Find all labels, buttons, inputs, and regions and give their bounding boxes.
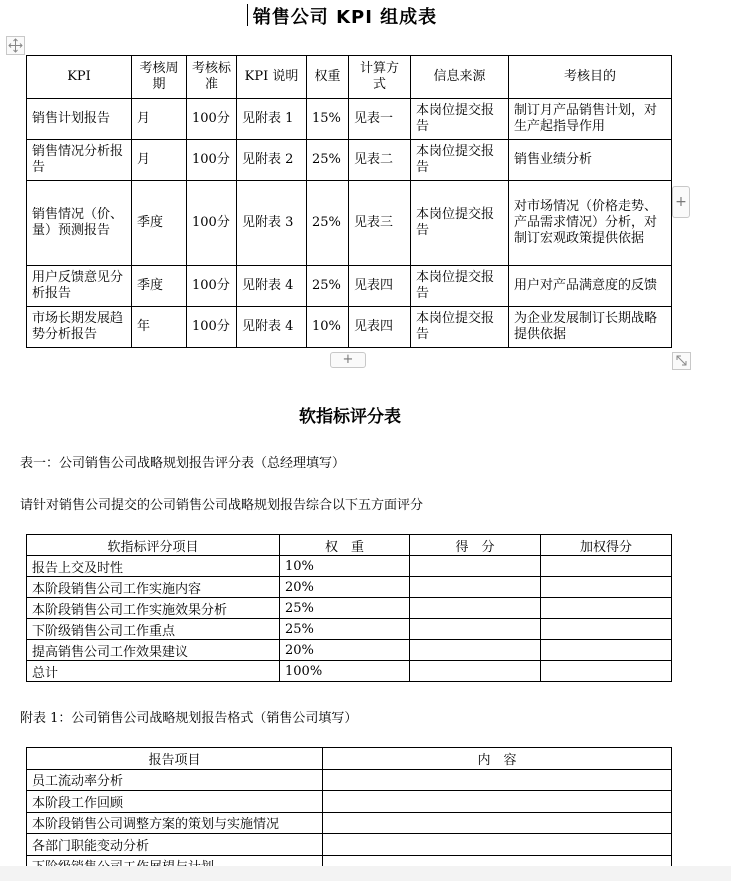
kpi-header-cell: KPI 说明 bbox=[237, 56, 307, 99]
table-move-handle[interactable] bbox=[6, 36, 25, 55]
table-row bbox=[27, 266, 672, 307]
table-row bbox=[27, 577, 672, 598]
report-content-cell[interactable] bbox=[323, 812, 672, 834]
score-weight-cell: 25% bbox=[280, 619, 410, 640]
table-row bbox=[27, 140, 672, 181]
score-weight-cell: 20% bbox=[280, 577, 410, 598]
appendix1-caption: 附表 1：公司销售公司战略规划报告格式（销售公司填写） bbox=[20, 711, 358, 726]
move-arrows-icon bbox=[7, 37, 24, 54]
standard-cell: 100分 bbox=[187, 99, 237, 140]
score-weight-cell: 25% bbox=[280, 598, 410, 619]
score-cell[interactable] bbox=[410, 661, 541, 682]
table-row bbox=[27, 99, 672, 140]
description-cell: 见附表 4 bbox=[237, 266, 307, 307]
kpi-header-cell: 考核周期 bbox=[132, 56, 187, 99]
score-table bbox=[26, 534, 672, 682]
calc-cell: 见表一 bbox=[349, 99, 411, 140]
purpose-cell: 为企业发展制订长期战略提供依据 bbox=[509, 307, 672, 348]
report-format-table bbox=[26, 747, 672, 877]
report-header-row bbox=[27, 748, 672, 770]
purpose-cell: 销售业绩分析 bbox=[509, 140, 672, 181]
weight-cell: 10% bbox=[307, 307, 349, 348]
source-cell: 本岗位提交报告 bbox=[411, 307, 509, 348]
standard-cell: 100分 bbox=[187, 181, 237, 266]
kpi-name-cell: 销售情况（价、量）预测报告 bbox=[27, 181, 132, 266]
standard-cell: 100分 bbox=[187, 266, 237, 307]
table-row bbox=[27, 834, 672, 856]
table-resize-handle[interactable] bbox=[672, 352, 691, 370]
kpi-name-cell: 销售计划报告 bbox=[27, 99, 132, 140]
plus-icon: + bbox=[675, 194, 687, 210]
weighted-score-cell[interactable] bbox=[541, 598, 672, 619]
report-item-cell: 本阶段销售公司调整方案的策划与实施情况 bbox=[27, 812, 323, 834]
source-cell: 本岗位提交报告 bbox=[411, 266, 509, 307]
report-item-cell: 员工流动率分析 bbox=[27, 769, 323, 791]
period-cell: 季度 bbox=[132, 181, 187, 266]
description-cell: 见附表 4 bbox=[237, 307, 307, 348]
score-cell[interactable] bbox=[410, 619, 541, 640]
score-item-cell: 报告上交及时性 bbox=[27, 556, 280, 577]
text-cursor bbox=[247, 4, 248, 26]
score-item-cell: 总计 bbox=[27, 661, 280, 682]
report-header-cell: 内 容 bbox=[323, 748, 672, 770]
score-weight-cell: 10% bbox=[280, 556, 410, 577]
weighted-score-cell[interactable] bbox=[541, 577, 672, 598]
score-header-cell: 软指标评分项目 bbox=[27, 535, 280, 556]
kpi-header-row bbox=[27, 56, 672, 99]
table-row bbox=[27, 556, 672, 577]
source-cell: 本岗位提交报告 bbox=[411, 140, 509, 181]
table-row bbox=[27, 619, 672, 640]
kpi-header-cell: 考核目的 bbox=[509, 56, 672, 99]
purpose-cell: 对市场情况（价格走势、产品需求情况）分析，对制订宏观政策提供依据 bbox=[509, 181, 672, 266]
report-content-cell[interactable] bbox=[323, 769, 672, 791]
table1-caption: 表一：公司销售公司战略规划报告评分表（总经理填写） bbox=[20, 456, 346, 471]
score-cell[interactable] bbox=[410, 640, 541, 661]
description-cell: 见附表 3 bbox=[237, 181, 307, 266]
plus-icon: + bbox=[342, 352, 354, 367]
report-item-cell: 本阶段工作回顾 bbox=[27, 791, 323, 813]
score-header-cell: 得 分 bbox=[410, 535, 541, 556]
table-row bbox=[27, 640, 672, 661]
calc-cell: 见表四 bbox=[349, 266, 411, 307]
kpi-name-cell: 市场长期发展趋势分析报告 bbox=[27, 307, 132, 348]
kpi-name-cell: 销售情况分析报告 bbox=[27, 140, 132, 181]
table-row bbox=[27, 307, 672, 348]
weight-cell: 25% bbox=[307, 140, 349, 181]
table1-instruction: 请针对销售公司提交的公司销售公司战略规划报告综合以下五方面评分 bbox=[20, 498, 424, 513]
standard-cell: 100分 bbox=[187, 140, 237, 181]
score-header-cell: 加权得分 bbox=[541, 535, 672, 556]
purpose-cell: 制订月产品销售计划，对生产起指导作用 bbox=[509, 99, 672, 140]
purpose-cell: 用户对产品满意度的反馈 bbox=[509, 266, 672, 307]
weight-cell: 25% bbox=[307, 181, 349, 266]
weight-cell: 15% bbox=[307, 99, 349, 140]
score-weight-cell: 20% bbox=[280, 640, 410, 661]
table-row bbox=[27, 791, 672, 813]
description-cell: 见附表 2 bbox=[237, 140, 307, 181]
weighted-score-cell[interactable] bbox=[541, 556, 672, 577]
score-cell[interactable] bbox=[410, 556, 541, 577]
source-cell: 本岗位提交报告 bbox=[411, 181, 509, 266]
score-item-cell: 本阶段销售公司工作实施内容 bbox=[27, 577, 280, 598]
period-cell: 年 bbox=[132, 307, 187, 348]
description-cell: 见附表 1 bbox=[237, 99, 307, 140]
table-row bbox=[27, 661, 672, 682]
weighted-score-cell[interactable] bbox=[541, 619, 672, 640]
table-row bbox=[27, 181, 672, 266]
diagonal-resize-icon bbox=[673, 353, 690, 369]
calc-cell: 见表四 bbox=[349, 307, 411, 348]
source-cell: 本岗位提交报告 bbox=[411, 99, 509, 140]
kpi-header-cell: 计算方式 bbox=[349, 56, 411, 99]
soft-index-title: 软指标评分表 bbox=[299, 407, 401, 427]
report-content-cell[interactable] bbox=[323, 791, 672, 813]
kpi-table bbox=[26, 55, 672, 348]
table-row bbox=[27, 812, 672, 834]
score-header-row bbox=[27, 535, 672, 556]
calc-cell: 见表三 bbox=[349, 181, 411, 266]
period-cell: 季度 bbox=[132, 266, 187, 307]
report-header-cell: 报告项目 bbox=[27, 748, 323, 770]
report-item-cell: 各部门职能变动分析 bbox=[27, 834, 323, 856]
kpi-header-cell: KPI bbox=[27, 56, 132, 99]
kpi-header-cell: 考核标准 bbox=[187, 56, 237, 99]
period-cell: 月 bbox=[132, 99, 187, 140]
weight-cell: 25% bbox=[307, 266, 349, 307]
score-item-cell: 提高销售公司工作效果建议 bbox=[27, 640, 280, 661]
weighted-score-cell[interactable] bbox=[541, 640, 672, 661]
table-row bbox=[27, 769, 672, 791]
score-weight-cell: 100% bbox=[280, 661, 410, 682]
period-cell: 月 bbox=[132, 140, 187, 181]
window-bottom-edge bbox=[0, 866, 731, 881]
page-title: 销售公司 KPI 组成表 bbox=[252, 7, 438, 28]
report-content-cell[interactable] bbox=[323, 834, 672, 856]
score-item-cell: 本阶段销售公司工作实施效果分析 bbox=[27, 598, 280, 619]
score-cell[interactable] bbox=[410, 577, 541, 598]
kpi-header-cell: 信息来源 bbox=[411, 56, 509, 99]
add-row-button[interactable] bbox=[330, 352, 366, 368]
score-item-cell: 下阶级销售公司工作重点 bbox=[27, 619, 280, 640]
kpi-header-cell: 权重 bbox=[307, 56, 349, 99]
standard-cell: 100分 bbox=[187, 307, 237, 348]
calc-cell: 见表二 bbox=[349, 140, 411, 181]
score-header-cell: 权 重 bbox=[280, 535, 410, 556]
weighted-score-cell[interactable] bbox=[541, 661, 672, 682]
score-cell[interactable] bbox=[410, 598, 541, 619]
add-column-button[interactable] bbox=[672, 186, 690, 218]
table-row bbox=[27, 598, 672, 619]
kpi-name-cell: 用户反馈意见分析报告 bbox=[27, 266, 132, 307]
